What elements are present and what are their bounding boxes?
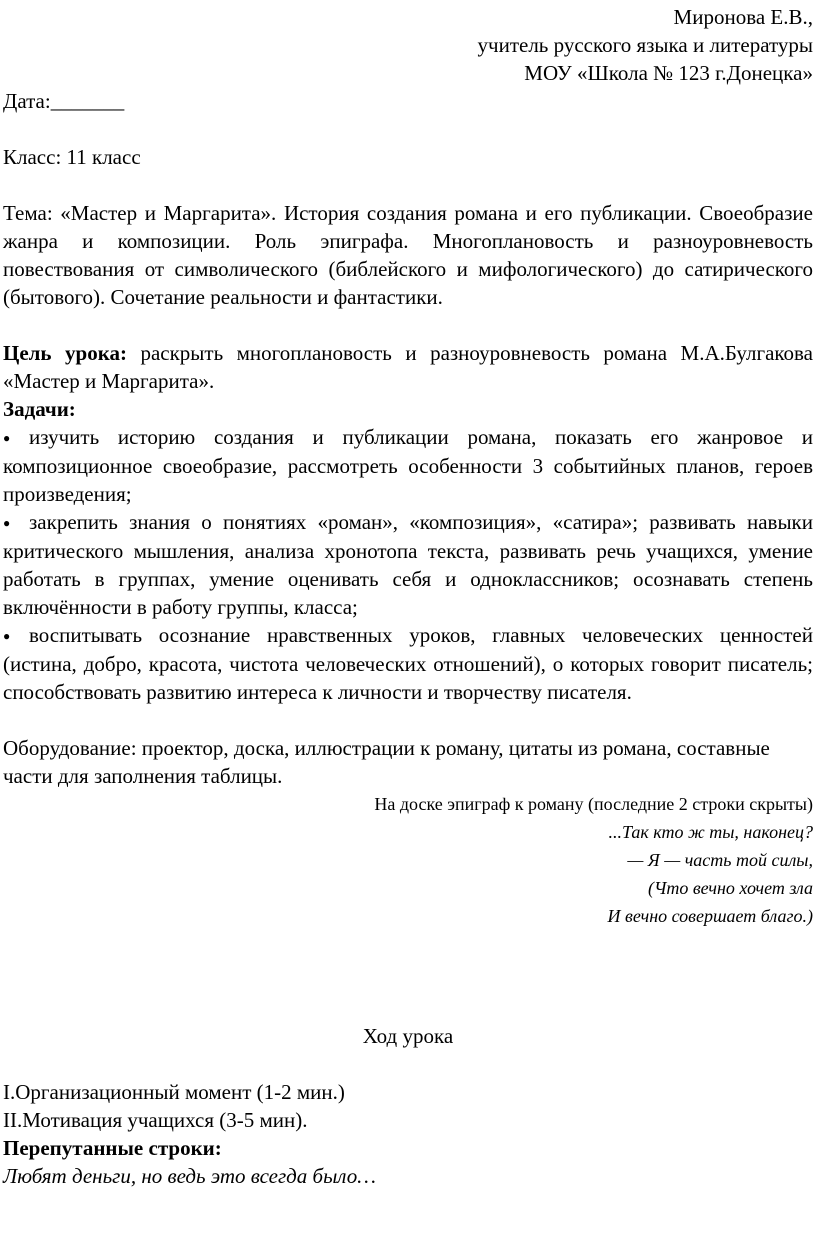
- lesson-goal: [3, 339, 813, 395]
- document-page: [3, 3, 813, 1190]
- author-position: учитель русского языка и литературы: [477, 33, 813, 57]
- bullet-icon: ●: [3, 516, 11, 530]
- task-text: закрепить знания о понятиях «роман», «композиция», «сатира»; развивать навыки критического мышления, анализа хронотопа текста, развивать речь учащихся, умение работать в группах, умение оценивать себя и одноклассников; осознавать степень включённости в работу группы, класса;: [3, 510, 813, 619]
- lesson-topic: Тема: «Мастер и Маргарита». История создания романа и его публикации. Своеобразие жанра и композиции. Роль эпиграфа. Многоплановость и разноуровневость повествования от символического (библейского и мифологического) до сатирического (бытового). Сочетание реальности и фантастики.: [3, 201, 813, 309]
- task-item: [3, 508, 813, 621]
- task-item: [3, 621, 813, 706]
- task-text: воспитывать осознание нравственных уроков, главных человеческих ценностей (истина, добро, красота, чистота человеческих отношений), о которых говорит писатель; способствовать развитию интереса к личности и творчеству писателя.: [3, 623, 813, 704]
- lesson-plan-title: Ход урока: [362, 1024, 454, 1048]
- epigraph-line: И вечно совершает благо.): [607, 906, 813, 926]
- author-name: Миронова Е.В.,: [673, 5, 813, 29]
- author-header: [3, 3, 813, 87]
- date-field: Дата:_______: [3, 89, 125, 113]
- task-item: [3, 423, 813, 508]
- goal-label: Цель урока:: [3, 341, 127, 365]
- epigraph-line: ...Так кто ж ты, наконец?: [608, 822, 813, 842]
- goal-text: раскрыть многоплановость и разноуровневость романа М.А.Булгакова «Мастер и Маргарита».: [3, 341, 813, 393]
- lesson-stage: I.Организационный момент (1-2 мин.): [3, 1080, 345, 1104]
- epigraph-note: На доске эпиграф к роману (последние 2 строки скрыты): [374, 794, 813, 814]
- epigraph-line: — Я — часть той силы,: [627, 850, 813, 870]
- mixed-line: Любят деньги, но ведь это всегда было…: [3, 1164, 376, 1188]
- epigraph-line: (Что вечно хочет зла: [647, 878, 813, 898]
- equipment-line: Оборудование: проектор, доска, иллюстрации к роману, цитаты из романа, составные части для заполнения таблицы.: [3, 736, 770, 788]
- task-text: изучить историю создания и публикации романа, показать его жанровое и композиционное своеобразие, рассмотреть особенности 3 событийных планов, героев произведения;: [3, 425, 813, 506]
- class-line: Класс: 11 класс: [3, 145, 141, 169]
- bullet-icon: ●: [3, 431, 11, 445]
- mixed-lines-label: Перепутанные строки:: [3, 1136, 222, 1160]
- epigraph-block: [3, 790, 813, 930]
- lesson-stage: II.Мотивация учащихся (3-5 мин).: [3, 1108, 308, 1132]
- tasks-label: Задачи:: [3, 397, 76, 421]
- author-school: МОУ «Школа № 123 г.Донецка»: [524, 61, 813, 85]
- bullet-icon: ●: [3, 629, 11, 643]
